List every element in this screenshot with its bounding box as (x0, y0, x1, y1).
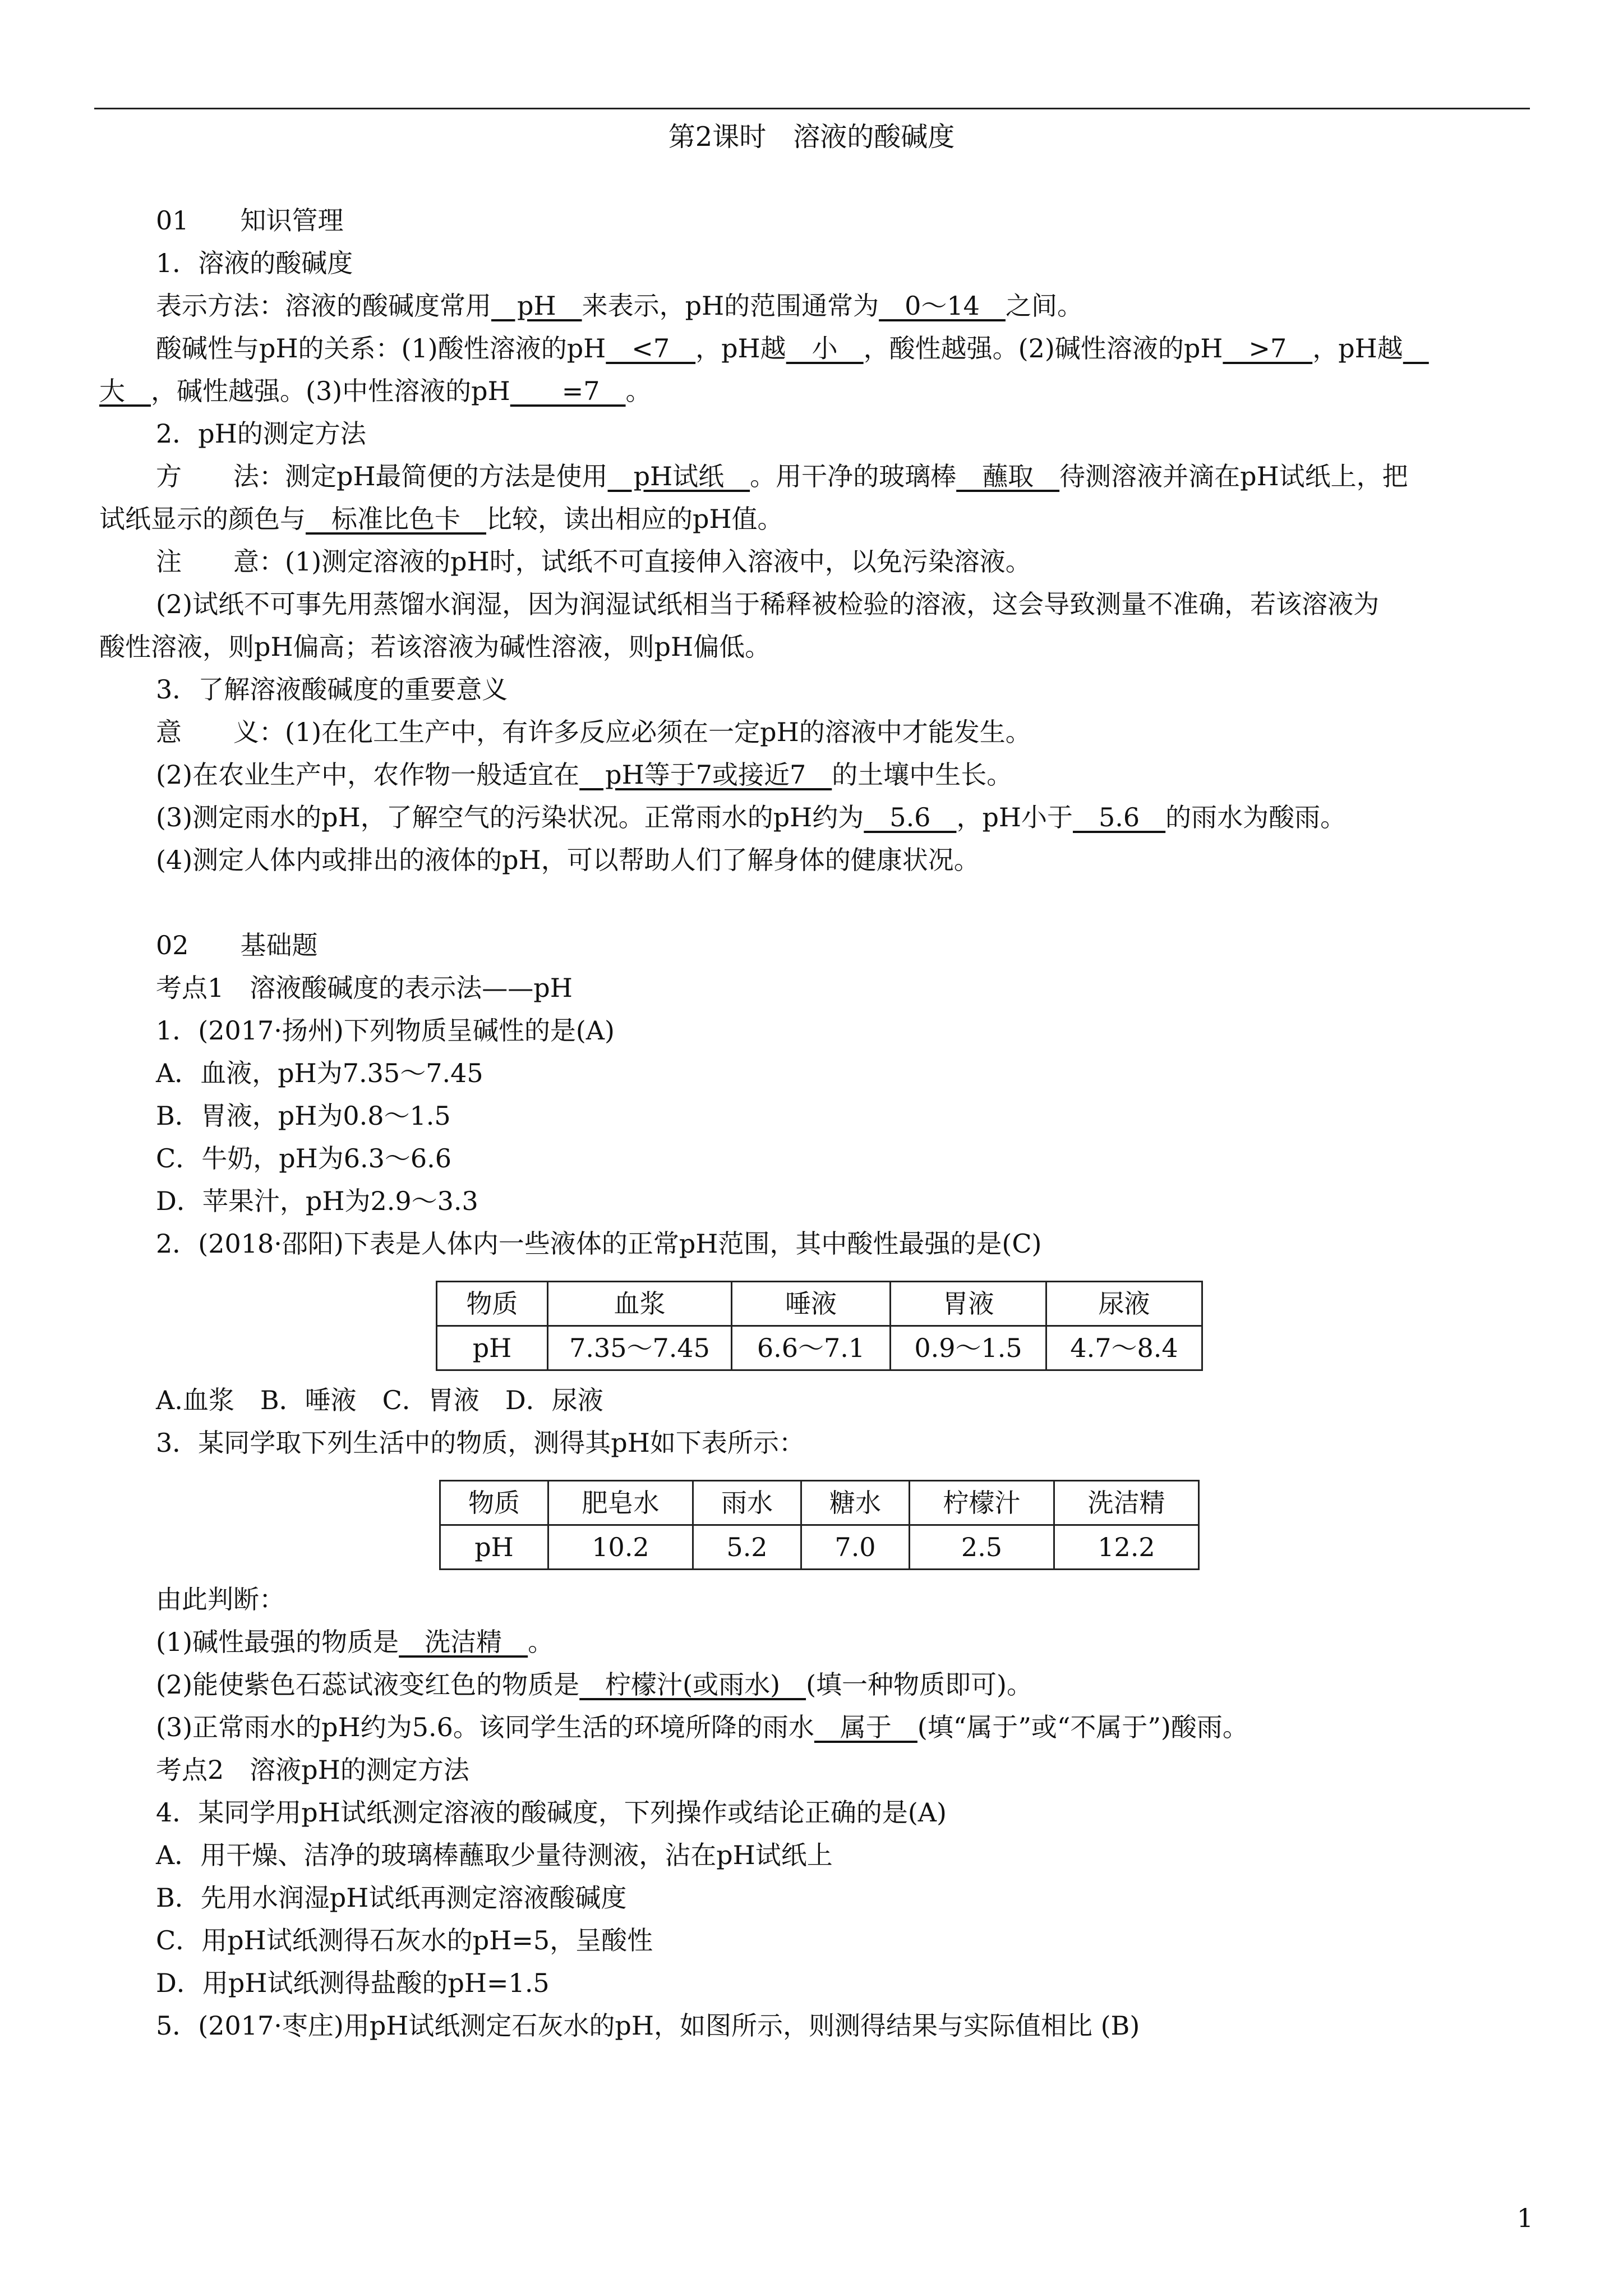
table-cell: pH (440, 1525, 548, 1570)
document-body (99, 199, 1541, 2047)
table-cell: 0.9～1.5 (891, 1326, 1046, 1370)
table-cell: 10.2 (548, 1525, 693, 1570)
subheading: 1．溶液的酸碱度 (156, 248, 353, 278)
table-cell: 胃液 (891, 1282, 1046, 1326)
table-cell: 5.2 (693, 1525, 801, 1570)
text-line: (2)在农业生产中，农作物一般适宜在 pH等于7或接近7 的土壤中生长。 (156, 760, 1013, 790)
answer-blank: 洗洁精 (399, 1627, 528, 1657)
answer-blank: 5.6 (864, 802, 957, 832)
answer-blank: <7 (606, 333, 696, 364)
text-line: 意 义：(1)在化工生产中，有许多反应必须在一定pH的溶液中才能发生。 (156, 717, 1031, 747)
text-line: 酸碱性与pH的关系：(1)酸性溶液的pH <7 ，pH越 小 ，酸性越强。(2)碱性溶液的pH >7 ，pH越 (156, 327, 1541, 370)
page-title: 第2课时 溶液的酸碱度 (668, 121, 955, 153)
table-cell: 血浆 (548, 1282, 732, 1326)
option: D．苹果汁，pH为2.9～3.3 (156, 1186, 478, 1216)
option: C．牛奶，pH为6.3～6.6 (156, 1143, 452, 1174)
answer-blank: 5.6 (1073, 802, 1166, 832)
ph-table-household (439, 1480, 1200, 1570)
table-cell: 柠檬汁 (910, 1481, 1054, 1525)
table-cell: pH (437, 1326, 548, 1370)
text-line: (3)测定雨水的pH，了解空气的污染状况。正常雨水的pH约为 5.6 ，pH小于 5.6 的雨水为酸雨。 (156, 802, 1347, 832)
subheading: 3．了解溶液酸碱度的重要意义 (156, 674, 508, 705)
text-line: 试纸显示的颜色与 标准比色卡 比较，读出相应的pH值。 (99, 504, 783, 534)
option: A．用干燥、洁净的玻璃棒蘸取少量待测液，沾在pH试纸上 (156, 1840, 833, 1870)
option: D．用pH试纸测得盐酸的pH=1.5 (156, 1968, 550, 1998)
text-line: 方 法：测定pH最简便的方法是使用 pH试纸 。用干净的玻璃棒 蘸取 待测溶液并滴在pH试纸上，把 (156, 461, 1408, 491)
table-cell: 12.2 (1054, 1525, 1199, 1570)
topic-heading: 考点2 溶液pH的测定方法 (156, 1755, 469, 1785)
table-cell: 物质 (437, 1282, 548, 1326)
section-heading: 01 知识管理 (156, 205, 344, 236)
option: B．胃液，pH为0.8～1.5 (156, 1101, 451, 1131)
text-line: (4)测定人体内或排出的液体的pH，可以帮助人们了解身体的健康状况。 (156, 845, 980, 875)
ph-table-body-fluids (436, 1281, 1203, 1371)
question: 2．(2018·邵阳)下表是人体内一些液体的正常pH范围，其中酸性最强的是(C) (156, 1228, 1042, 1259)
text-line: 表示方法：溶液的酸碱度常用 pH 来表示，pH的范围通常为 0～14 之间。 (156, 291, 1083, 321)
question: 1．(2017·扬州)下列物质呈碱性的是(A) (156, 1015, 615, 1046)
text-line: (1)碱性最强的物质是 洗洁精 。 (156, 1627, 554, 1657)
option: C．用pH试纸测得石灰水的pH=5，呈酸性 (156, 1925, 653, 1955)
answer-blank: pH (491, 291, 582, 321)
table-cell: 雨水 (693, 1481, 801, 1525)
answer-blank: 标准比色卡 (306, 504, 486, 534)
topic-heading: 考点1 溶液酸碱度的表示法——pH (156, 973, 573, 1003)
table-cell: 洗洁精 (1054, 1481, 1199, 1525)
text-line: 注 意：(1)测定溶液的pH时，试纸不可直接伸入溶液中，以免污染溶液。 (156, 546, 1031, 577)
question: 5．(2017·枣庄)用pH试纸测定石灰水的pH，如图所示，则测得结果与实际值相比 (B) (156, 2010, 1140, 2041)
answer-blank: 蘸取 (956, 461, 1060, 491)
table-cell: 7.35～7.45 (548, 1326, 732, 1370)
text-line: 由此判断： (156, 1584, 285, 1614)
subheading: 2．pH的测定方法 (156, 418, 366, 449)
table-cell: 尿液 (1046, 1282, 1202, 1326)
table-row (440, 1525, 1199, 1570)
table-row (437, 1326, 1202, 1370)
question: 4．某同学用pH试纸测定溶液的酸碱度，下列操作或结论正确的是(A) (156, 1797, 947, 1828)
answer-blank: 属于 (814, 1712, 917, 1742)
option: A．血液，pH为7.35～7.45 (156, 1058, 483, 1088)
table-row (440, 1481, 1199, 1525)
table-cell: 4.7～8.4 (1046, 1326, 1202, 1370)
section-heading: 02 基础题 (156, 930, 318, 960)
table-cell: 6.6～7.1 (732, 1326, 891, 1370)
answer-blank (1403, 333, 1429, 364)
table-cell: 2.5 (910, 1525, 1054, 1570)
answer-blank: 小 (786, 333, 864, 364)
answer-blank: >7 (1223, 333, 1313, 364)
table-cell: 7.0 (801, 1525, 910, 1570)
text-line: 酸性溶液，则pH偏高；若该溶液为碱性溶液，则pH偏低。 (99, 632, 771, 662)
text-line: 大 ，碱性越强。(3)中性溶液的pH =7 。 (99, 376, 652, 406)
page-number: 1 (1516, 2203, 1533, 2233)
table-cell: 唾液 (732, 1282, 891, 1326)
table-cell: 糖水 (801, 1481, 910, 1525)
option: B．先用水润湿pH试纸再测定溶液酸碱度 (156, 1883, 627, 1913)
answer-blank: pH等于7或接近7 (579, 760, 832, 790)
text-line: (2)能使紫色石蕊试液变红色的物质是 柠檬汁(或雨水) (填一种物质即可)。 (156, 1669, 1032, 1700)
answer-blank: =7 (510, 376, 626, 406)
text-line: (3)正常雨水的pH约为5.6。该同学生活的环境所降的雨水 属于 (填“属于”或“不属于”)酸雨。 (156, 1712, 1248, 1742)
option-line: A.血浆 B．唾液 C．胃液 D．尿液 (156, 1385, 603, 1415)
answer-blank: pH试纸 (607, 461, 750, 491)
table-cell: 物质 (440, 1481, 548, 1525)
answer-blank: 0～14 (879, 291, 1006, 321)
answer-blank: 大 (99, 376, 151, 406)
question: 3．某同学取下列生活中的物质，测得其pH如下表所示： (156, 1428, 805, 1458)
table-cell: 肥皂水 (548, 1481, 693, 1525)
answer-blank: 柠檬汁(或雨水) (579, 1669, 806, 1700)
text-line: (2)试纸不可事先用蒸馏水润湿，因为润湿试纸相当于稀释被检验的溶液，这会导致测量不准确，若该溶液为 (156, 589, 1380, 619)
table-row (437, 1282, 1202, 1326)
top-rule (94, 108, 1530, 109)
